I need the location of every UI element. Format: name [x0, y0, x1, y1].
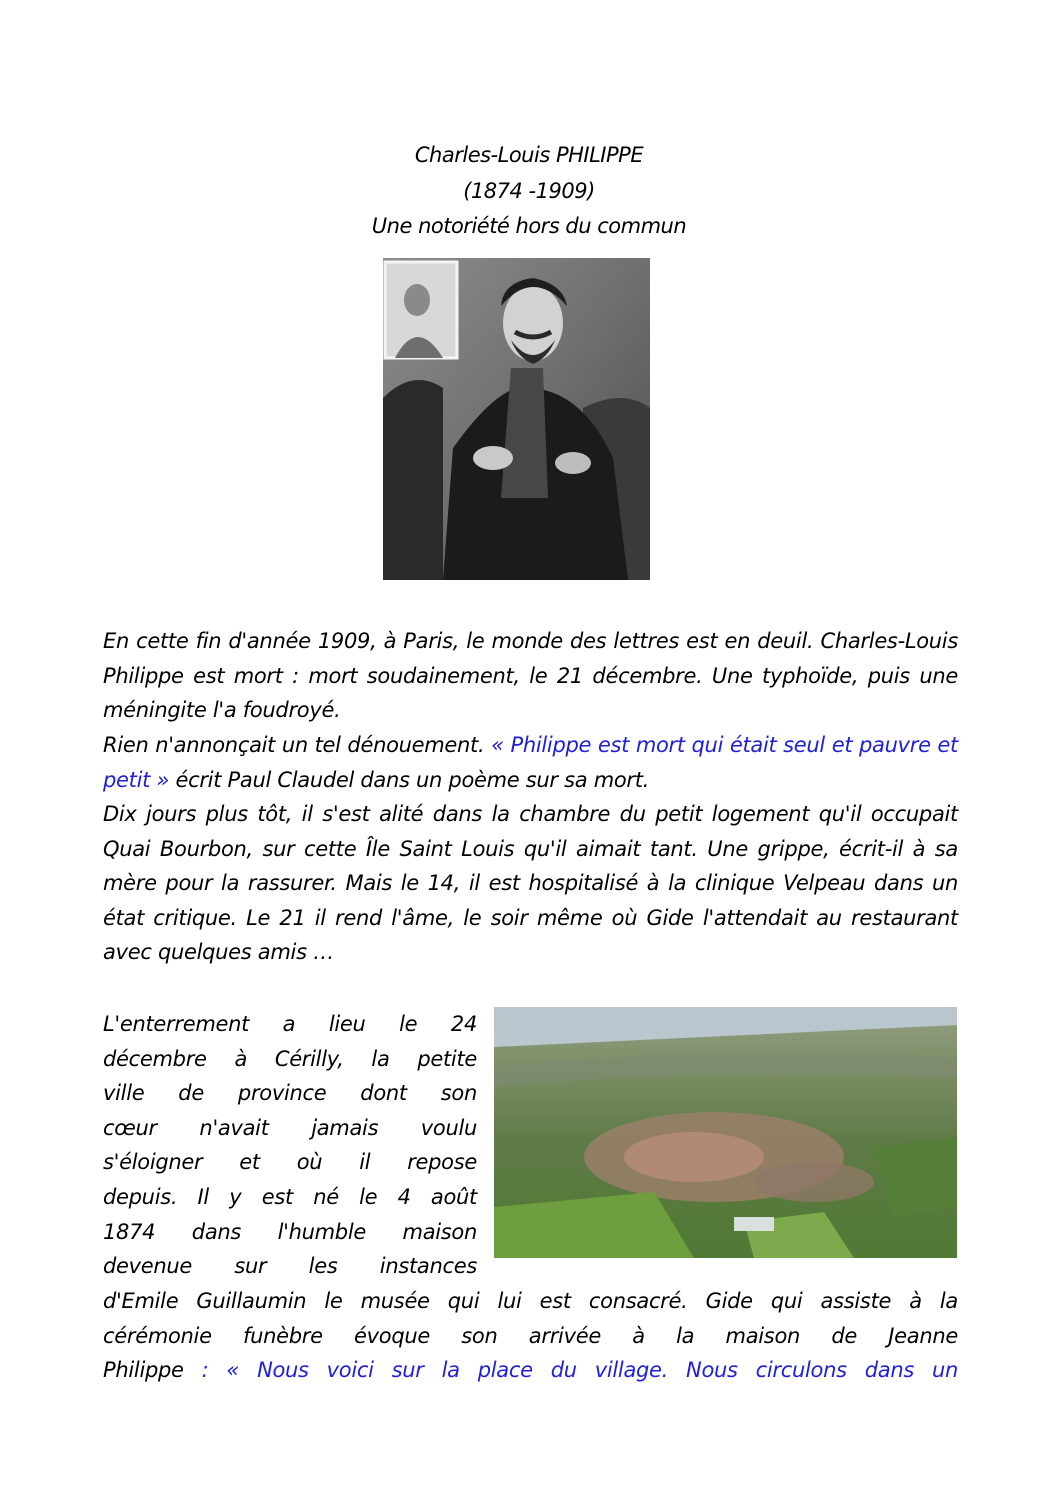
paragraph-derniers-jours: Dix jours plus tôt, il s'est alité dans la chambre du petit logement qu'il occupait Quai Bourbon, sur cette Île Saint Louis qu'il aimait tant. Une grippe, écrit-il à sa mère pour la rassurer. Mais le 14, il est hospitalisé à la clinique Velpeau dans un état critique. Le 21 il rend l'âme, le soir même où Gide l'attendait au restaurant avec quelques amis … — [103, 802, 958, 965]
title-dates: (1874 -1909) — [463, 179, 595, 203]
paragraph-enterrement — [103, 1007, 477, 1284]
aerial-photo — [494, 1007, 957, 1258]
text-line: cérémonie funèbre évoque son arrivée à la maison de Jeanne — [103, 1323, 958, 1348]
title-author: Charles-Louis PHILIPPE — [414, 143, 644, 167]
paragraph-gide — [103, 1284, 958, 1388]
text-line: s'éloigner et où il repose — [103, 1150, 477, 1175]
gide-line-start: Philippe — [103, 1358, 184, 1383]
paragraph-claudel — [103, 728, 958, 797]
text-line: d'Emile Guillaumin le musée qui lui est consacré. Gide qui assiste à la — [103, 1289, 958, 1313]
text-line — [103, 1353, 958, 1388]
portrait-photo — [383, 258, 650, 580]
text-line: cœur n'avait jamais voulu — [103, 1115, 477, 1140]
claudel-outro: écrit Paul Claudel dans un poème sur sa mort. — [169, 767, 650, 792]
text-line: devenue sur les instances — [103, 1254, 477, 1279]
gide-quote: : « Nous voici sur la place du village. Nous circulons dans un — [183, 1358, 958, 1383]
text-line: 1874 dans l'humble maison — [103, 1219, 477, 1244]
claudel-intro: Rien n'annonçait un tel dénouement. — [103, 733, 492, 757]
claudel-quote: « Philippe est mort qui était seul et pauvre et petit » — [103, 733, 958, 792]
text-line: L'enterrement a lieu le 24 — [103, 1012, 477, 1036]
text-line: décembre à Cérilly, la petite — [103, 1046, 477, 1071]
paragraph-deuil: En cette fin d'année 1909, à Paris, le monde des lettres est en deuil. Charles-Louis Philippe est mort : mort soudainement, le 21 décembre. Une typhoïde, puis une méningite l'a foudroyé. — [103, 629, 958, 723]
title-subtitle: Une notoriété hors du commun — [371, 214, 687, 238]
text-line: ville de province dont son — [103, 1081, 477, 1106]
text-line: depuis. Il y est né le 4 août — [103, 1184, 477, 1209]
